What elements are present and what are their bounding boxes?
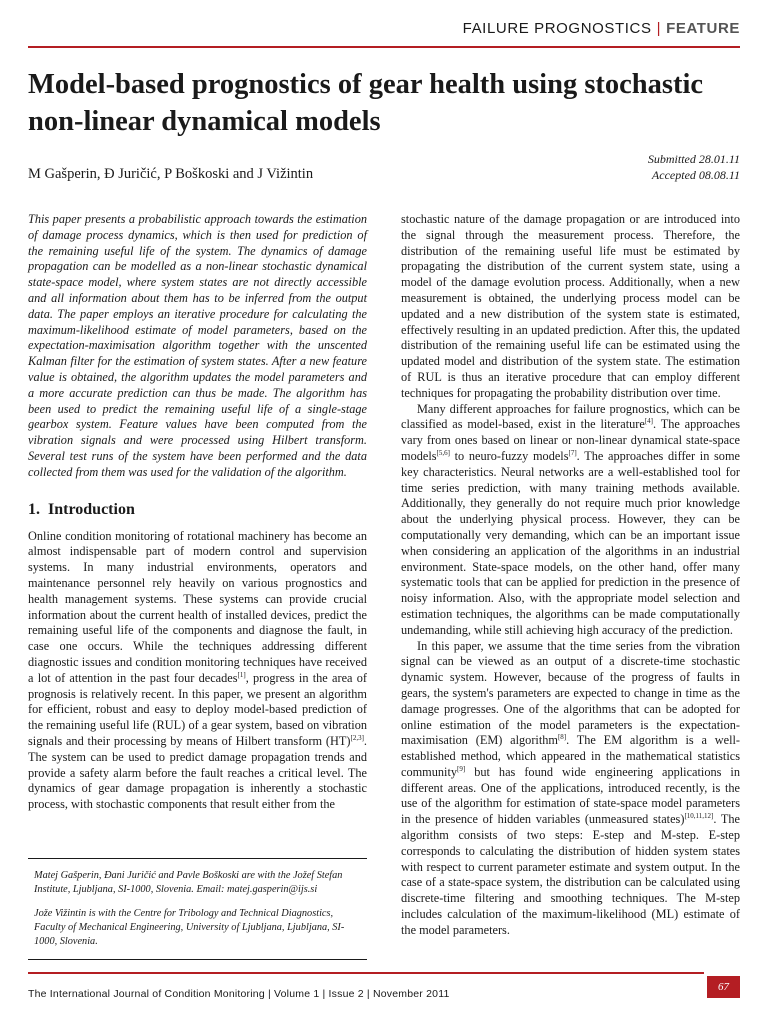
affiliation-1: Matej Gašperin, Đani Juričić and Pavle Boškoski are with the Jožef Stefan Institute, Ljubljana, SI-1000, Slovenia. Email: matej.gasperin@ijs.si <box>34 870 343 896</box>
text-run: Online condition monitoring of rotational machinery has become an almost indispensable part of modern control and supervision systems. In many industrial environments, operators and maintenance personnel rely heavily on various prognostics and health management systems. These systems can provide crucial information about the current health of installed devices, predict the remaining useful life of the components and diagnose the fault, in case one occurs. While the techniques addressing different diagnostic issues and condition monitoring techniques have received a lot of attention in the past four decades <box>28 528 367 685</box>
section-title: Introduction <box>48 500 135 518</box>
affiliation-2: Jože Vižintin is with the Centre for Tribology and Technical Diagnostics, Faculty of Mechanical Engineering, University of Ljubljana, Ljubljana, SI-1000, Slovenia. <box>34 907 345 948</box>
header-separator: | <box>656 20 662 37</box>
body-paragraph-1: stochastic nature of the damage propagation or are introduced into the signal through the measurement process. Therefore, the distribution of the remaining useful life must be estimated by propagating the distribution of the current system state, using a model of the damage evolution process. Additionally, when a new measurement is obtained, the underlying process model can be updated and a new distribution of the system state is estimated, effectively resulting in an updated prediction. After this, the updated distribution of the remaining useful life can be estimated using the updated model and distribution of the system state. The estimation of RUL is thus an iterative procedure that can employ different techniques for propagating the probability distribution over time. <box>401 212 740 400</box>
section-header <box>463 20 740 37</box>
journal-header <box>0 0 768 48</box>
text-run: . The approaches vary from ones based on linear or non-linear dynamical state-space models <box>401 417 740 463</box>
right-column <box>401 212 740 939</box>
text-run: . The system can be used to predict damage propagation trends and provide a safety alarm before the fault reaches a critical level. The dynamics of gear damage propagation is inherently a stochastic process, with stochastic components that result either from the <box>28 733 367 812</box>
body-paragraph-3 <box>401 639 740 939</box>
citation-ref: [1] <box>237 670 246 679</box>
body-paragraph-2 <box>401 402 740 639</box>
text-run: Many different approaches for failure prognostics, which can be classified as model-based, exist in the literature <box>401 401 740 432</box>
text-run: , progress in the area of prognosis is relatively recent. In this paper, we present an algorithm for efficient, robust and easy to deploy model-based prediction of the remaining useful life (RUL) of a gear system, based on vibration signals and their processing by means of Hilbert transform (HT) <box>28 670 367 748</box>
section-name: FAILURE PROGNOSTICS <box>462 20 652 37</box>
page-number: 67 <box>707 976 740 998</box>
author-list: M Gašperin, Đ Juričić, P Boškoski and J Vižintin <box>28 166 314 182</box>
text-run: to neuro-fuzzy models <box>449 448 569 463</box>
article-title: Model-based prognostics of gear health using stochastic non-linear dynamical models <box>28 69 704 137</box>
footer-rule <box>28 972 704 974</box>
citation-ref: [8] <box>557 733 567 742</box>
affiliation-box <box>28 858 367 960</box>
section-number: 1. <box>28 500 40 518</box>
citation-ref: [4] <box>644 417 654 426</box>
text-run: . The approaches differ in some key characteristics. Neural networks are a well-established tool for time series prediction, with many training methods available. Additionally, they generally do not require much prior knowledge about the underlying physical process. However, they can be computationally very demanding, which can be an important issue when considering an application of the algorithms in an industrial environment. State-space models, on the other hand, offer many systematic tools that can be applied for prediction in the presence of noisy information. Also, with the appropriate model selection and estimation techniques, the algorithms can be made computationally undemanding, while still achieving high accuracy of the prediction. <box>401 448 740 637</box>
section-label: FEATURE <box>666 20 740 37</box>
text-run: but has found wide engineering applications in different areas. One of the applications, introduced recently, is the use of the algorithm for estimation of state-space model parameters in the presence of hidden variables (unmeasured states) <box>401 764 740 827</box>
abstract: This paper presents a probabilistic approach towards the estimation of damage process dynamics, which is then used for prediction of the remaining useful life of the system. The dynamics of damage propagation can be modelled as a non-linear stochastic dynamical state-space model, where system states are not directly accessible and all information about them has to be inferred from the output data. The paper employs an iterative procedure for calculating the maximum-likelihood estimate of model parameters, based on the expectation-maximisation algorithm together with the unscented Kalman filter for the estimation of system states. After a new feature value is obtained, the algorithm updates the model parameters and a more accurate prediction can thus be made. The algorithm has been used to predict the remaining useful life of a single-stage gearbox system. Feature values have been computed from the vibration signals and were processed using Hilbert transform. Several test runs of the system have been performed and the data collected from them was used for the validation of the algorithm. <box>28 212 367 479</box>
text-run: . The EM algorithm is a well-established method, which appeared in the mathematical statistics community <box>401 733 740 779</box>
introduction-heading <box>28 501 367 519</box>
text-run: . The algorithm consists of two steps: E-step and M-step. E-step corresponds to calculating the distribution of hidden system states with respect to current parameter estimate and system output. In the case of a state-space system, the distribution can be calculated using discrete-time filtering and smoothing techniques. The M-step includes calculation of the maximum-likelihood (ML) estimate of the model parameters. <box>401 812 741 937</box>
left-column <box>28 212 367 813</box>
header-rule <box>28 46 740 48</box>
citation-ref: [2,3] <box>350 733 364 742</box>
text-run: In this paper, we assume that the time series from the vibration signal can be viewed as an output of a discrete-time stochastic dynamic system. However, because of the progress of faults in gears, the system's parameters are expected to change in time as the damage progresses. One of the algorithms that can be adopted for online estimation of the model parameters is the expectation-maximisation (EM) algorithm <box>401 638 740 748</box>
article-dates <box>648 151 740 183</box>
intro-paragraph <box>28 529 367 813</box>
journal-citation: The International Journal of Condition Monitoring | Volume 1 | Issue 2 | November 2011 <box>28 988 450 1000</box>
citation-ref: [10,11,12] <box>684 812 714 821</box>
submitted-date: Submitted 28.01.11 <box>647 152 740 166</box>
citation-ref: [5,6] <box>436 448 450 457</box>
citation-ref: [7] <box>568 448 577 457</box>
citation-ref: [9] <box>457 764 466 773</box>
accepted-date: Accepted 08.08.11 <box>651 168 740 182</box>
